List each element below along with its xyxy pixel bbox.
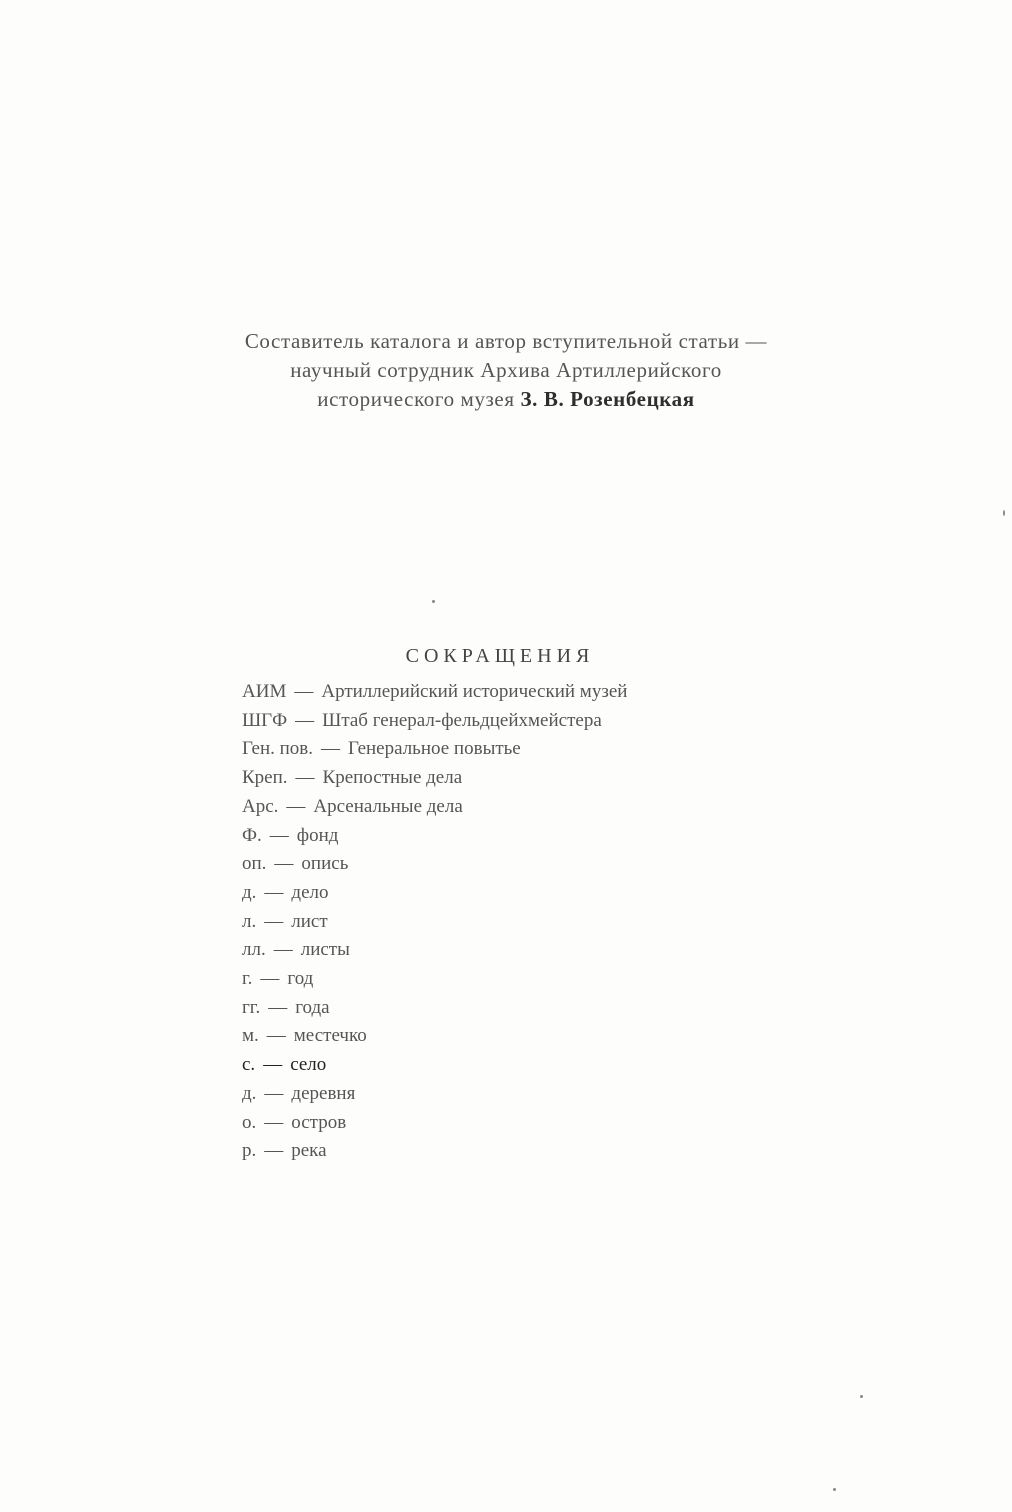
- abbreviation-full: листы: [300, 939, 350, 961]
- abbreviation-item: [242, 735, 627, 764]
- abbreviation-short: г.: [242, 968, 253, 990]
- abbreviation-item: [242, 764, 627, 793]
- credits-line-1: Составитель каталога и автор вступительной статьи —: [244, 329, 768, 353]
- abbreviation-full: Арсенальные дела: [313, 795, 463, 817]
- abbreviation-dash: —: [260, 968, 280, 990]
- abbreviation-dash: —: [264, 910, 284, 932]
- abbreviation-short: м.: [242, 1025, 259, 1047]
- paper-speck: [833, 1488, 836, 1491]
- abbreviation-dash: —: [264, 1140, 284, 1162]
- abbreviation-short: д.: [242, 881, 257, 903]
- abbreviation-dash: —: [286, 795, 306, 817]
- abbreviation-short: оп.: [242, 853, 267, 875]
- abbreviation-full: дело: [291, 881, 329, 903]
- abbreviation-full: остров: [291, 1111, 347, 1133]
- abbreviation-short: д.: [242, 1082, 257, 1104]
- abbreviation-dash: —: [264, 1111, 284, 1133]
- abbreviation-dash: —: [266, 1025, 286, 1047]
- abbreviation-item: [242, 879, 627, 908]
- paper-speck: [860, 1395, 863, 1398]
- abbreviation-dash: —: [321, 738, 341, 760]
- credits-line-3: [0, 385, 1012, 414]
- abbreviation-short: с.: [242, 1054, 256, 1076]
- abbreviation-full: местечко: [293, 1025, 367, 1047]
- abbreviation-short: Арс.: [242, 795, 279, 817]
- abbreviation-short: лл.: [242, 939, 266, 961]
- abbreviation-short: Креп.: [242, 767, 288, 789]
- abbreviation-dash: —: [268, 996, 288, 1018]
- abbreviation-item: [242, 908, 627, 937]
- abbreviation-item: [242, 1022, 627, 1051]
- abbreviation-short: гг.: [242, 996, 261, 1018]
- abbreviation-item: [242, 1080, 627, 1109]
- paper-speck: [432, 600, 435, 603]
- abbreviation-short: Ген. пов.: [242, 738, 314, 760]
- abbreviation-full: река: [291, 1140, 327, 1162]
- abbreviation-full: лист: [291, 910, 328, 932]
- author-name: З. В. Розенбецкая: [520, 387, 695, 411]
- abbreviations-title: СОКРАЩЕНИЯ: [405, 645, 595, 667]
- abbreviation-item: [242, 1137, 627, 1166]
- abbreviation-full: Генеральное повытье: [348, 738, 521, 760]
- abbreviation-dash: —: [295, 767, 315, 789]
- abbreviation-full: фонд: [296, 824, 339, 846]
- credits-block: [0, 327, 1012, 414]
- abbreviation-full: года: [295, 996, 330, 1018]
- abbreviation-full: опись: [301, 853, 349, 875]
- abbreviation-short: ШГФ: [242, 709, 288, 731]
- abbreviation-dash: —: [295, 709, 315, 731]
- abbreviation-item: [242, 1109, 627, 1138]
- abbreviation-short: Ф.: [242, 824, 262, 846]
- abbreviation-full: Крепостные дела: [322, 767, 463, 789]
- abbreviation-item: [242, 850, 627, 879]
- abbreviation-dash: —: [273, 939, 293, 961]
- abbreviation-short: л.: [242, 910, 257, 932]
- abbreviation-short: АИМ: [242, 681, 287, 702]
- credits-line-3-prefix: исторического музея: [317, 387, 515, 411]
- abbreviation-full: год: [287, 968, 314, 990]
- abbreviation-item: [242, 965, 627, 994]
- abbreviation-item: [242, 822, 627, 851]
- abbreviation-dash: —: [269, 824, 289, 846]
- credits-line-2: научный сотрудник Архива Артиллерийского: [290, 358, 722, 382]
- abbreviation-dash: —: [264, 1082, 284, 1104]
- abbreviation-full: село: [290, 1054, 327, 1076]
- abbreviation-item: [242, 793, 627, 822]
- abbreviation-dash: —: [274, 853, 294, 875]
- abbreviation-short: р.: [242, 1140, 257, 1162]
- abbreviation-item: [242, 678, 627, 707]
- abbreviation-full: Артиллерийский исторический музей: [321, 681, 628, 702]
- abbreviation-item: [242, 936, 627, 965]
- abbreviation-full: деревня: [291, 1082, 356, 1104]
- abbreviation-dash: —: [264, 881, 284, 903]
- abbreviation-item: [242, 1051, 627, 1080]
- paper-speck: [1003, 510, 1005, 516]
- abbreviation-item: [242, 707, 627, 736]
- abbreviation-short: о.: [242, 1111, 257, 1133]
- abbreviation-dash: —: [294, 681, 314, 702]
- abbreviation-full: Штаб генерал-фельдцейхмейстера: [322, 709, 602, 731]
- abbreviation-dash: —: [263, 1054, 283, 1076]
- abbreviations-list: [242, 678, 627, 1166]
- abbreviation-item: [242, 994, 627, 1023]
